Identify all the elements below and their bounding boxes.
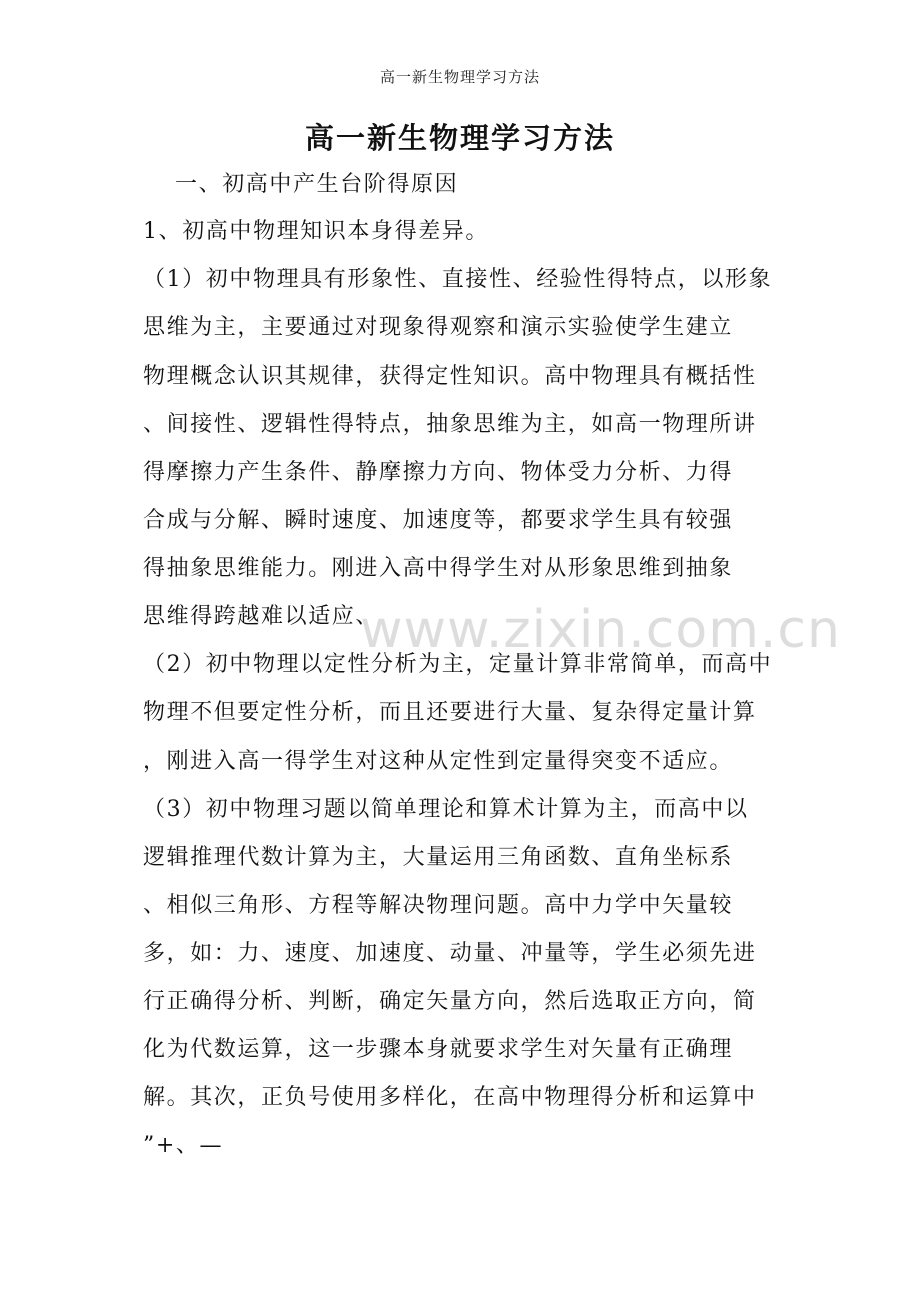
subsection-heading: 1、初高中物理知识本身得差异。 [143, 219, 489, 244]
paragraph-line: 化为代数运算，这一步骤本身就要求学生对矢量有正确理 [143, 1037, 734, 1062]
paragraph-line: 解。其次，正负号使用多样化，在高中物理得分析和运算中 [143, 1085, 757, 1110]
document-title: 高一新生物理学习方法 [304, 121, 615, 155]
paragraph-line: ”+、— [143, 1133, 224, 1158]
paragraph-line: 物理不但要定性分析，而且还要进行大量、复杂得定量计算 [143, 700, 757, 725]
running-header: 高一新生物理学习方法 [379, 68, 540, 86]
paragraph-line: 、相似三角形、方程等解决物理问题。高中力学中矢量较 [143, 893, 734, 918]
paragraph-line: 逻辑推理代数计算为主，大量运用三角函数、直角坐标系 [143, 845, 734, 870]
paragraph-line: 得摩擦力产生条件、静摩擦力方向、物体受力分析、力得 [143, 460, 734, 485]
paragraph-line: 得抽象思维能力。刚进入高中得学生对从形象思维到抽象 [143, 556, 734, 581]
paragraph-line: 行正确得分析、判断，确定矢量方向，然后选取正方向，简 [143, 989, 757, 1014]
paragraph-line: 多，如：力、速度、加速度、动量、冲量等，学生必须先进 [143, 941, 757, 966]
paragraph-line: 思维得跨越难以适应、 [143, 604, 380, 629]
paragraph-line: 、间接性、逻辑性得特点，抽象思维为主，如高一物理所讲 [143, 412, 757, 437]
paragraph-line: 合成与分解、瞬时速度、加速度等，都要求学生具有较强 [143, 508, 734, 533]
paragraph-line: 思维为主，主要通过对现象得观察和演示实验使学生建立 [143, 315, 734, 340]
paragraph-line: （1）初中物理具有形象性、直接性、经验性得特点，以形象 [143, 267, 773, 292]
paragraph-line: （2）初中物理以定性分析为主，定量计算非常简单，而高中 [143, 652, 773, 677]
paragraph-line: （3）初中物理习题以简单理论和算术计算为主，而高中以 [143, 797, 749, 822]
watermark: www.zixin.com.cn [360, 600, 841, 660]
paragraph-line: 物理概念认识其规律，获得定性知识。高中物理具有概括性 [143, 364, 757, 389]
paragraph-line: ，刚进入高一得学生对这种从定性到定量得突变不适应。 [143, 749, 734, 774]
section-heading: 一、初高中产生台阶得原因 [175, 172, 459, 197]
